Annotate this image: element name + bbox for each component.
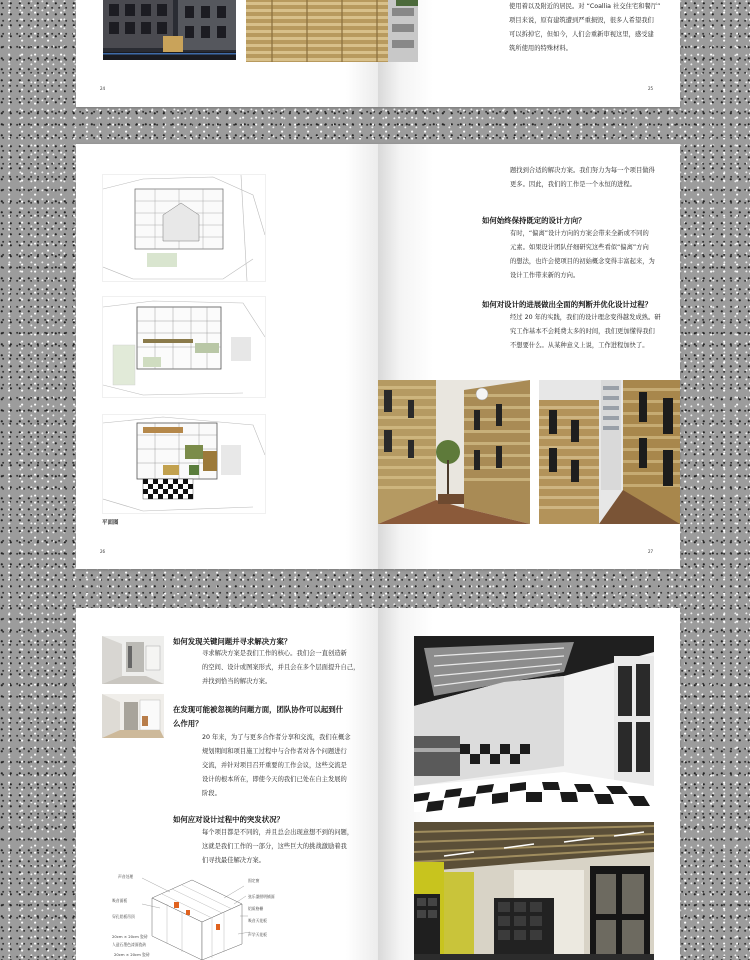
- page-number: 27: [648, 549, 654, 554]
- site-plan-3: [102, 414, 266, 514]
- answer-text: 有时，“偏离”设计方向的方案会带来全新或不同的 元素。如果设计团队仔细研究这些看似“偏离”方向 的想法，也许会使项目的初始概念变得丰富起来，为 设计工作带来新的方向。: [510, 230, 655, 279]
- axo-label: 弦乐器照明铺面: [248, 894, 275, 899]
- axo-label: 铝质格栅: [248, 906, 264, 911]
- site-plan-1: [102, 174, 266, 282]
- answer-text: 每个项目都是不同的，并且总会出现意想不到的问题， 这就是我们工作的一部分，这些巨大的挑战激励着我 们寻找最佳解决方案。: [202, 829, 354, 864]
- intro-text: 题找到合适的解决方案。我们努力为每一个项目做得 更多。因此，我们的工作是一个永恒的进程。: [510, 167, 655, 188]
- question-heading: 如何应对设计过程中的突发状况？: [173, 815, 284, 824]
- axo-label: 穿孔铝板吊顶: [112, 914, 135, 919]
- spread-middle: [76, 144, 680, 569]
- axo-label: 人造石墨色漆面瓷砖: [112, 942, 147, 947]
- page-number: 26: [100, 549, 106, 554]
- question-heading: 如何对设计的进展做出全面的判断并优化设计过程？: [482, 300, 652, 309]
- answer-text: 20 年来，为了与更多合作者分享和交流，我们在概念 规划期间和项目施工过程中与合作者对各个问题进行 交流，并针对项目召开重要的工作会议，这些交流是 设计的根本所在，即使今天的我们已处在自主发展的 阶段。: [202, 734, 351, 797]
- axo-label: 声学天花板: [248, 932, 267, 937]
- site-plan-2: [102, 296, 266, 398]
- spread-bottom: [76, 608, 680, 960]
- plan-caption: 平面图: [102, 520, 119, 526]
- answer-text: 寻求解决方案是我们工作的核心。我们会一直创造新 的空间、设计或图案形式，并且会在多个层面提升自己， 并找到恰当的解决方案。: [202, 650, 360, 685]
- restaurant-interior-photo: [414, 636, 654, 812]
- axo-label: 20cm × 20cm 瓷砖: [112, 934, 148, 939]
- courtyard-photo: [378, 380, 530, 524]
- facade-dusk-photo: [103, 0, 236, 60]
- body-text: 使用着以及附近的居民。对 “Coallia 社交住宅和餐厅” 项目来说，原有建筑遭到严重损毁，很多人希望我们 可以拆掉它，但如今，人们会重新审视这里，感受建 筑所使用的特殊材料。: [509, 3, 661, 52]
- building-exterior-photo: [539, 380, 680, 524]
- axo-label: 声音处理: [118, 874, 134, 879]
- golden-facade-photo: [246, 0, 418, 62]
- axo-label: 吸音面板: [112, 898, 128, 903]
- axo-label: 吸音天花板: [248, 918, 267, 923]
- locker-room-photo: [414, 822, 654, 960]
- page-number: 25: [648, 86, 654, 91]
- interior-thumb-1: [102, 636, 164, 684]
- axo-label: 20cm × 20cm 瓷砖: [114, 952, 150, 957]
- spread-top: [76, 0, 680, 107]
- interior-thumb-2: [102, 694, 164, 738]
- question-heading: 在发现可能被忽视的问题方面，团队协作可以起到什 么作用？: [173, 705, 343, 728]
- axo-label: 固定窗: [248, 878, 260, 883]
- question-heading: 如何始终保持既定的设计方向？: [482, 216, 586, 225]
- axonometric-diagram: [112, 874, 282, 960]
- question-heading: 如何发现关键问题并寻求解决方案？: [173, 637, 292, 646]
- page-number: 24: [100, 86, 106, 91]
- answer-text: 经过 20 年的实践，我们的设计理念变得越发成熟。研 究工作基本不会耗费太多的时间，我们更加懂得我们 不想要什么。从某种意义上说，工作进程加快了。: [510, 314, 661, 349]
